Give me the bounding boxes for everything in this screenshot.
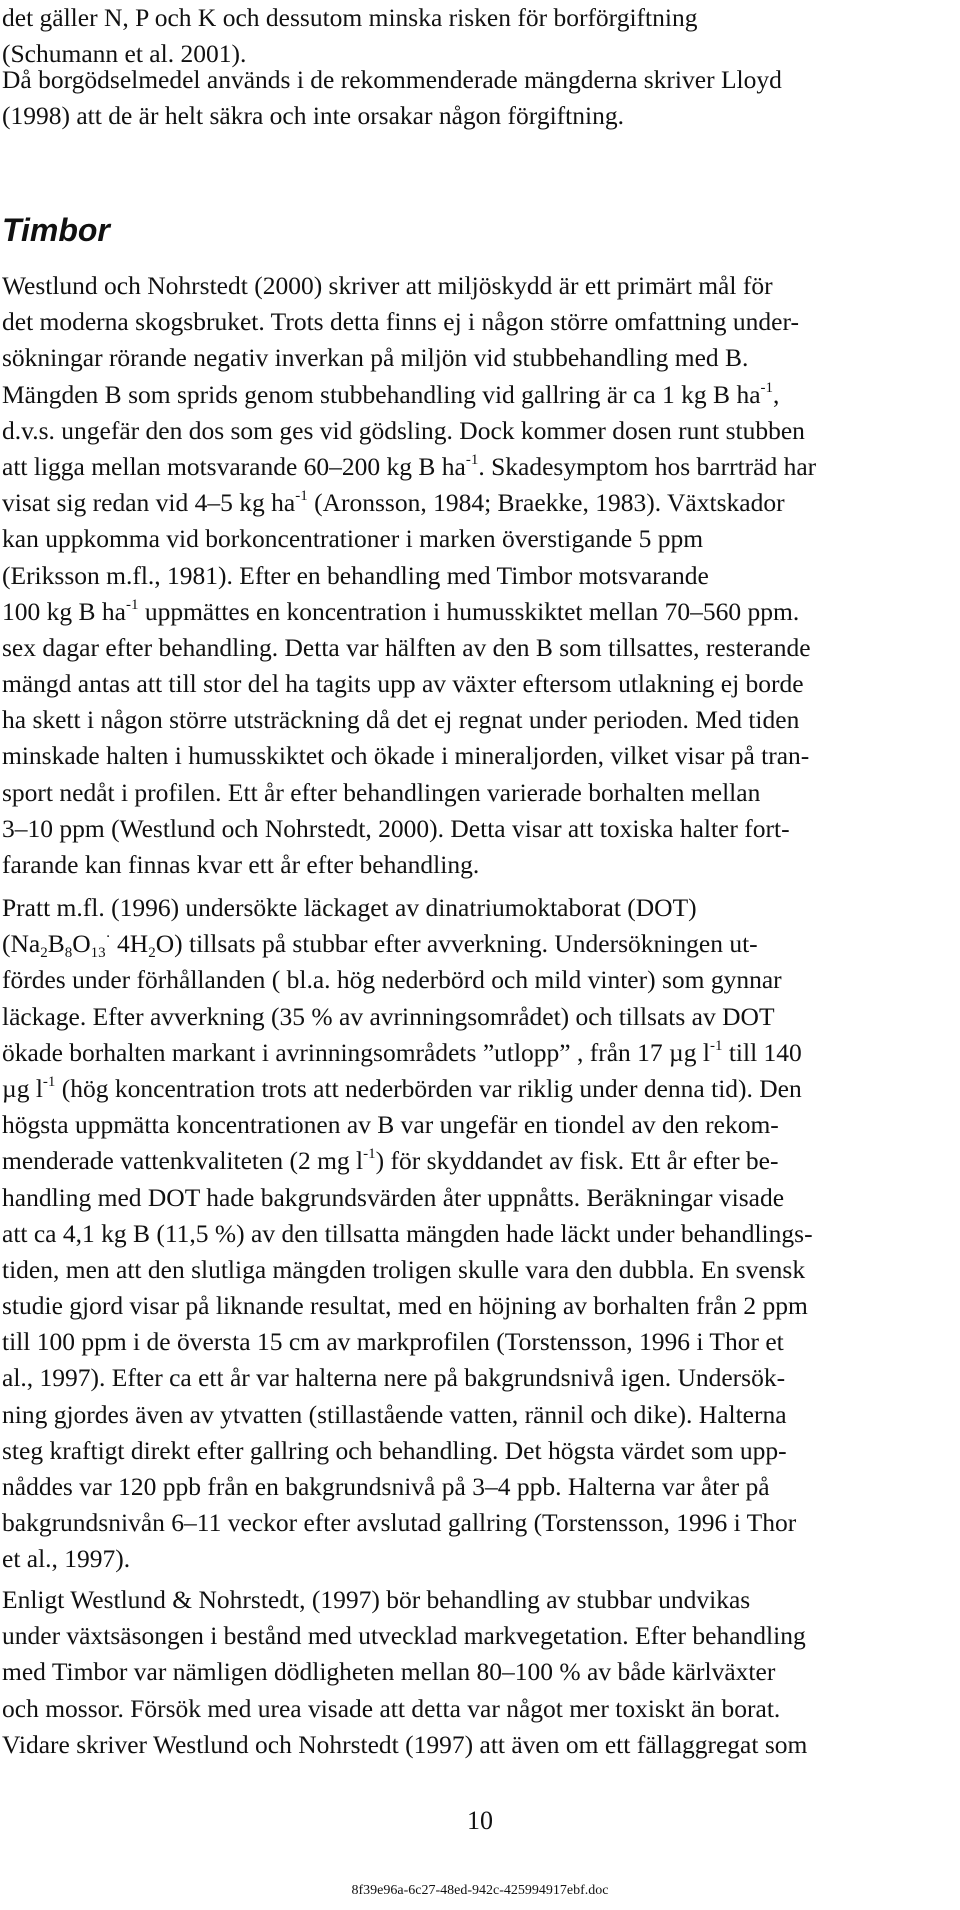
- text-line: (Eriksson m.fl., 1981). Efter en behandling med Timbor motsvarande: [2, 560, 709, 590]
- superscript: -1: [295, 488, 308, 505]
- text-line: menderade vattenkvaliteten (2 mg $l^{-1}$) för skyddandet av fisk. Ett år efter be-: [2, 1146, 779, 1176]
- text-line: kan uppkomma vid borkoncentrationer i marken överstigande 5 ppm: [2, 524, 704, 554]
- lloyd-paragraph: [2, 62, 957, 134]
- text-line: att ca 4,1 kg B (11,5 %) av den tillsatta mängden hade läckt under behandlings-: [2, 1218, 813, 1248]
- text-line: och mossor. Försök med urea visade att detta var något mer toxiskt än borat.: [2, 1693, 781, 1723]
- subscript: 2: [148, 945, 156, 962]
- text-line: ($Na_2B_8O_{13}^\cdot$ $4H_2O$) tillsats på stubbar efter avverkning. Undersökningen ut-: [2, 929, 758, 962]
- text-line: sex dagar efter behandling. Detta var hälften av den B som tillsattes, resterande: [2, 632, 811, 662]
- text-line: 100 kg B $ha^{-1}$ uppmättes en koncentration i humusskiktet mellan 70–560 ppm.: [2, 596, 800, 626]
- text-line: Mängden B som sprids genom stubbehandling vid gallring är ca 1 kg B $ha^{-1}$,: [2, 379, 780, 409]
- text-line: visat sig redan vid 4–5 kg $ha^{-1}$ (Aronsson, 1984; Braekke, 1983). Växtskador: [2, 488, 785, 518]
- text-line: det moderna skogsbruket. Trots detta finns ej i någon större omfattning under-: [2, 307, 799, 337]
- text-line: µg $l^{-1}$ (hög koncentration trots att nederbörden var riklig under denna tid). Den: [2, 1073, 802, 1103]
- text-line: sökningar rörande negativ inverkan på miljön vid stubbehandling med B.: [2, 343, 749, 373]
- text-line: al., 1997). Efter ca ett år var halterna nere på bakgrundsnivå igen. Undersök-: [2, 1363, 786, 1393]
- text-line: nåddes var 120 ppb från en bakgrundsnivå på 3–4 ppb. Halterna var åter på: [2, 1472, 770, 1501]
- text-line: steg kraftigt direkt efter gallring och behandling. Det högsta värdet som upp-: [2, 1435, 787, 1465]
- superscript: -1: [125, 596, 139, 613]
- text-line: Enligt Westlund & Nohrstedt, (1997) bör behandling av stubbar undvikas: [2, 1585, 751, 1614]
- text-line: farande kan finnas kvar ett år efter behandling.: [2, 850, 480, 879]
- text-line: Pratt m.fl. (1996) undersökte läckaget av dinatriumoktaborat (DOT): [2, 893, 697, 922]
- text-line: läckage. Efter avverkning (35 % av avrinningsområdet) och tillsats av DOT: [2, 1001, 775, 1031]
- text-line: det gäller N, P och K och dessutom minska risken för borförgiftning: [2, 3, 698, 32]
- superscript: -1: [760, 379, 774, 396]
- text-line: Westlund och Nohrstedt (2000) skriver att miljöskydd är ett primärt mål för: [2, 271, 773, 300]
- superscript: ·: [105, 929, 111, 946]
- text-line: fördes under förhållanden ( bl.a. hög nederbörd och mild vinter) som gynnar: [2, 965, 782, 995]
- text-line: sport nedåt i profilen. Ett år efter behandlingen varierade borhalten mellan: [2, 777, 761, 807]
- text-line: tiden, men att den slutliga mängden troligen skulle vara den dubbla. En svensk: [2, 1254, 806, 1284]
- file-name: 8f39e96a-6c27-48ed-942c-425994917ebf.doc: [351, 1883, 609, 1898]
- text-line: handling med DOT hade bakgrundsvärden åter uppnåtts. Beräkningar visade: [2, 1182, 785, 1212]
- text-line: ökade borhalten markant i avrinningsområdets ”utlopp” , från 17 µg $l^{-1}$ till 140: [2, 1037, 802, 1067]
- text-line: (1998) att de är helt säkra och inte orsakar någon förgiftning.: [2, 101, 624, 131]
- pratt-paragraph: [2, 890, 957, 1578]
- page-number: 10: [467, 1806, 493, 1835]
- text-line: minskade halten i humusskiktet och ökade i mineraljorden, vilket visar på tran-: [2, 741, 810, 771]
- text-line: (Schumann et al. 2001).: [2, 39, 247, 69]
- text-line: studie gjord visar på liknande resultat, med en höjning av borhalten från 2 ppm: [2, 1291, 808, 1321]
- westlund-paragraph: [2, 1582, 957, 1763]
- superscript: -1: [363, 1146, 376, 1163]
- subscript: 8: [64, 945, 73, 962]
- text-line: ha skett i någon större utsträckning då det ej regnat under perioden. Med tiden: [2, 705, 800, 735]
- text-line: 3–10 ppm (Westlund och Nohrstedt, 2000). Detta visar att toxiska halter fort-: [2, 813, 790, 843]
- superscript: -1: [465, 451, 479, 468]
- text-line: under växtsäsongen i bestånd med utvecklad markvegetation. Efter behandling: [2, 1621, 806, 1651]
- text-line: ning gjordes även av ytvatten (stillastående vatten, rännil och dike). Halterna: [2, 1399, 787, 1429]
- text-line: med Timbor var nämligen dödligheten mellan 80–100 % av både kärlväxter: [2, 1657, 776, 1687]
- text-line: till 100 ppm i de översta 15 cm av markprofilen (Torstensson, 1996 i Thor et: [2, 1327, 784, 1357]
- text-line: högsta uppmätta koncentrationen av B var ungefär en tiondel av den rekom-: [2, 1110, 779, 1140]
- text-line: mängd antas att till stor del ha tagits upp av växter eftersom utlakning ej borde: [2, 669, 804, 699]
- text-line: Då borgödselmedel används i de rekommenderade mängderna skriver Lloyd: [2, 65, 782, 94]
- subscript: 2: [40, 945, 48, 962]
- superscript: -1: [709, 1037, 723, 1054]
- subscript: 13: [90, 945, 106, 962]
- text-line: att ligga mellan motsvarande 60–200 kg B $ha^{-1}$. Skadesymptom hos barrträd har: [2, 451, 817, 481]
- superscript: -1: [42, 1073, 56, 1090]
- text-line: et al., 1997).: [2, 1544, 131, 1574]
- text-line: d.v.s. ungefär den dos som ges vid gödsling. Dock kommer dosen runt stubben: [2, 415, 805, 445]
- section-heading: Timbor: [2, 212, 110, 248]
- text-line: Vidare skriver Westlund och Nohrstedt (1997) att även om ett fällaggregat som: [2, 1729, 808, 1759]
- text-line: bakgrundsnivån 6–11 veckor efter avslutad gallring (Torstensson, 1996 i Thor: [2, 1508, 797, 1538]
- timbor-paragraph: [2, 268, 957, 883]
